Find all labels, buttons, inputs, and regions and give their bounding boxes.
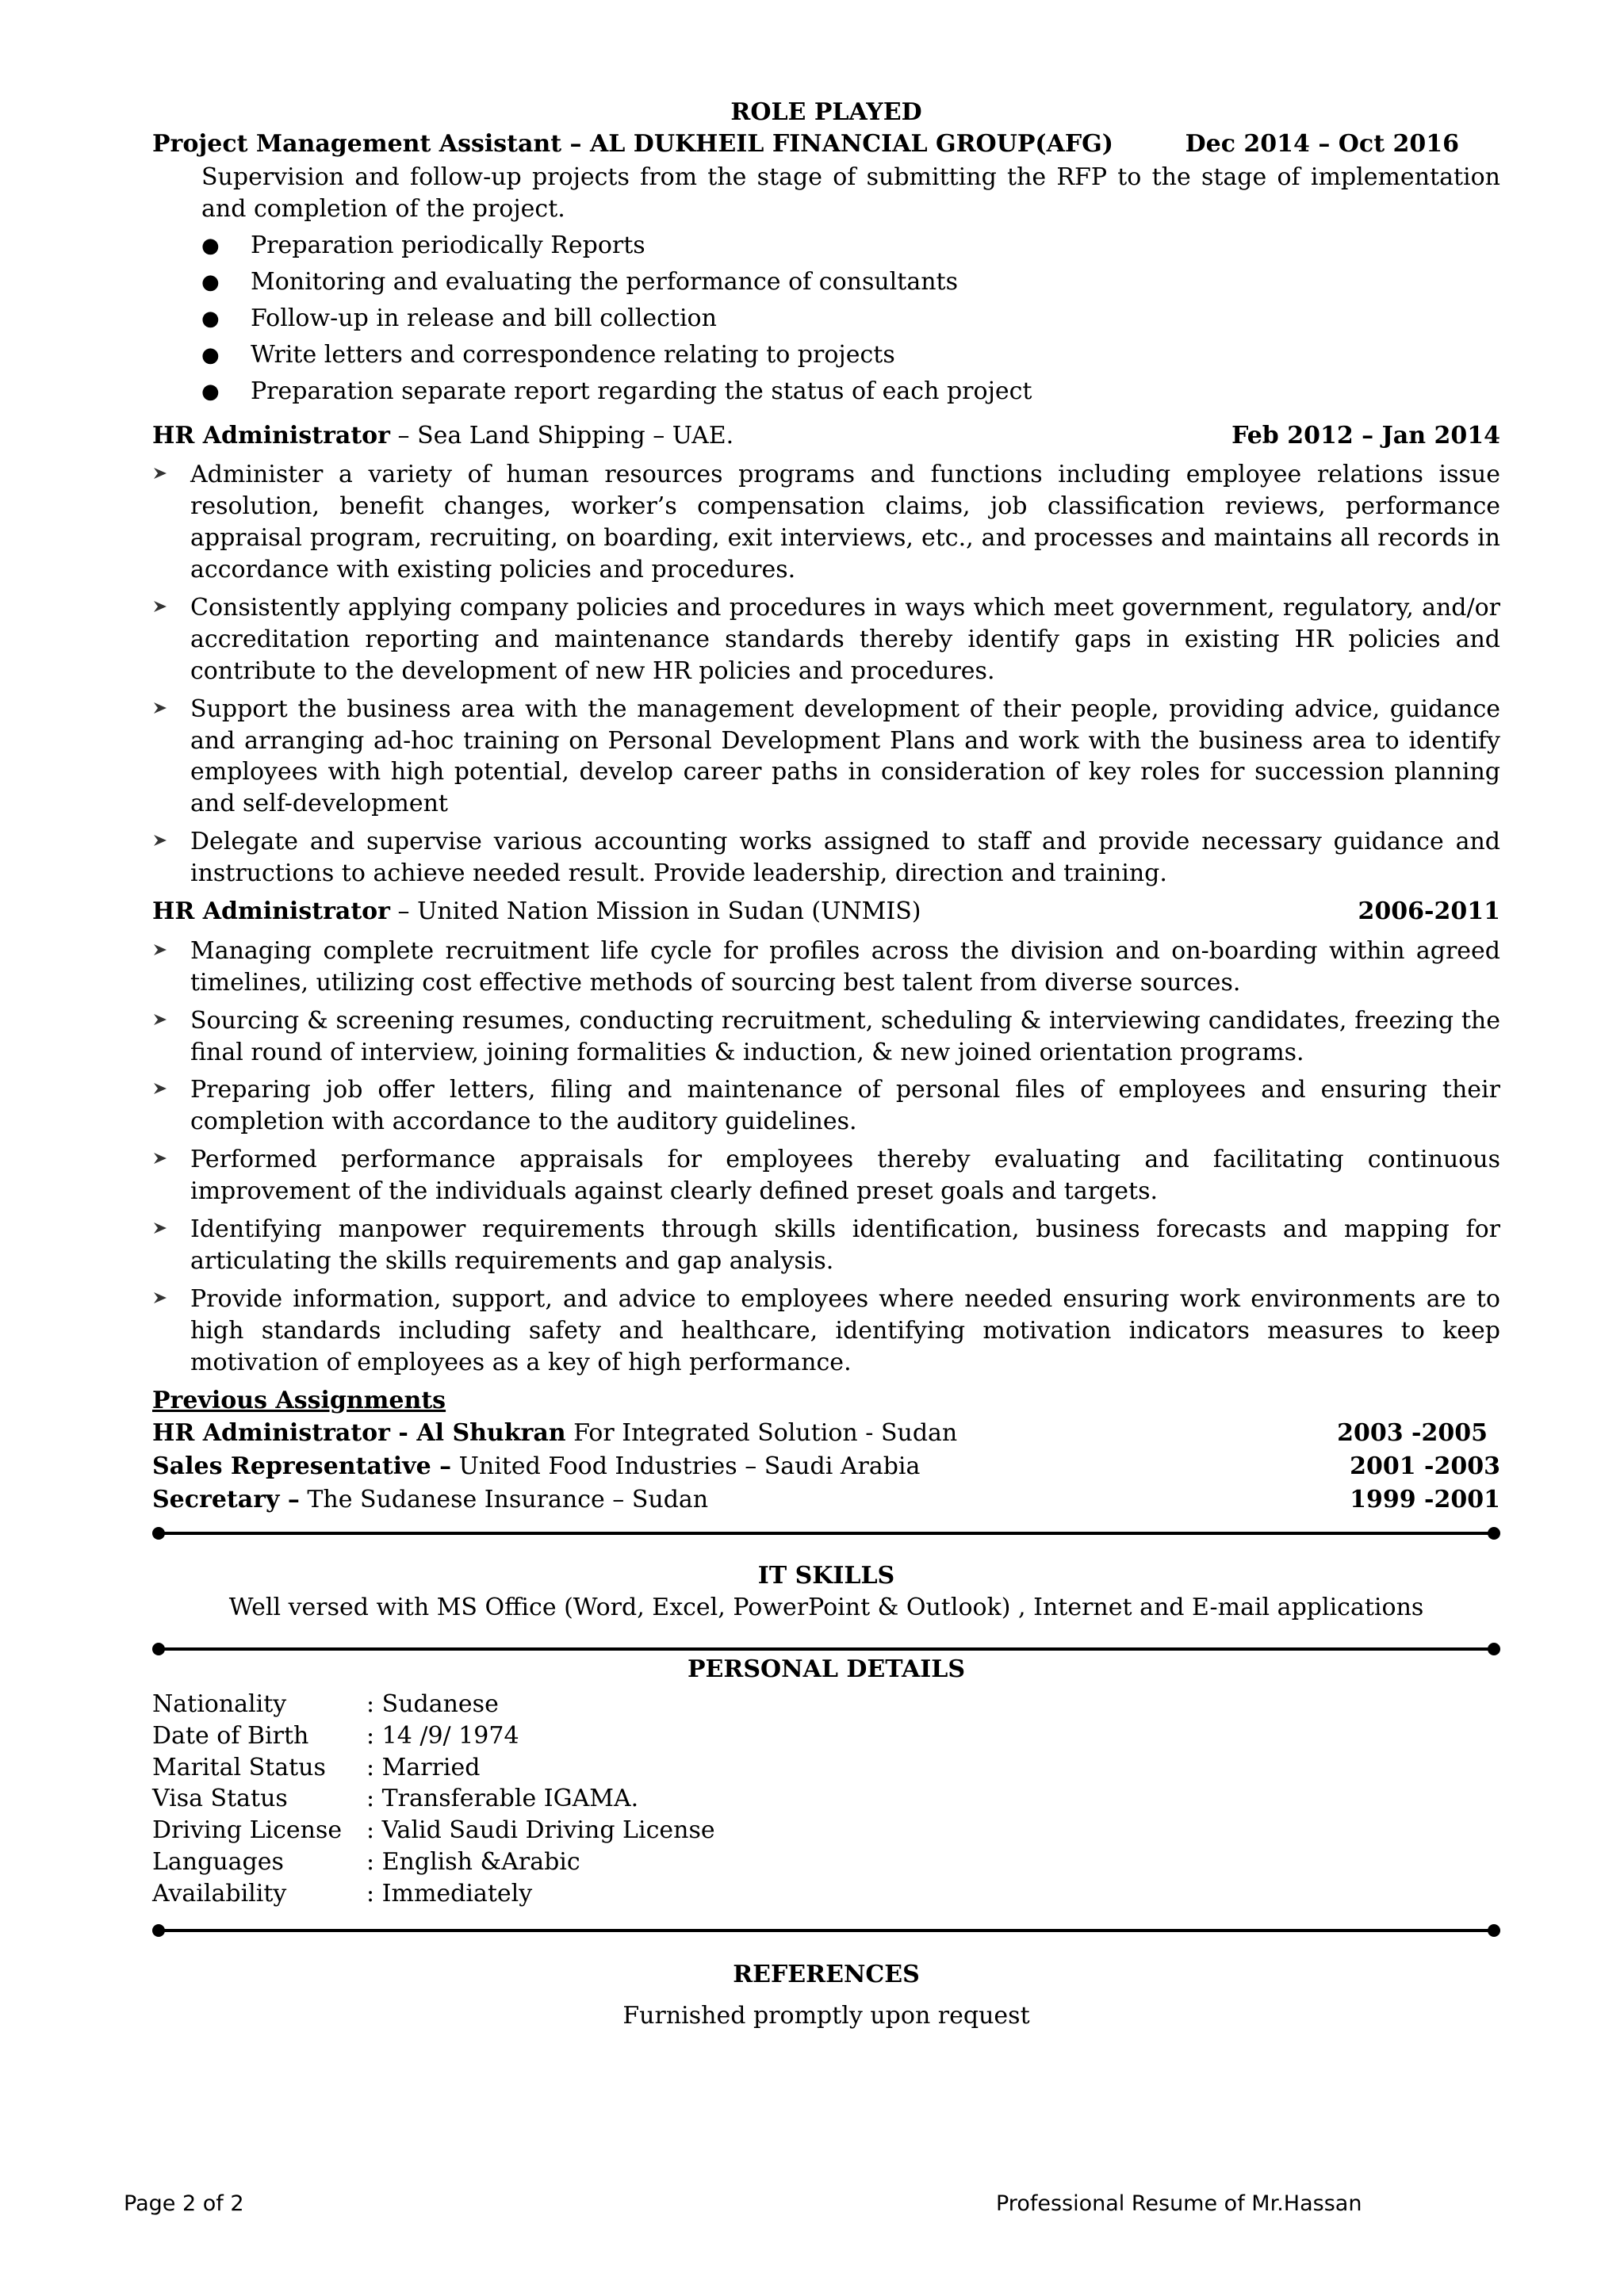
- previous-assignments-title: Previous Assignments: [152, 1386, 446, 1414]
- list-item: Sourcing & screening resumes, conducting recruitment, scheduling & interviewing candidates, freezing the final round of interview, joining formalities & induction, & new joined orientation programs.: [152, 1005, 1500, 1069]
- arrow-bullet-icon: [152, 694, 190, 716]
- list-item: Managing complete recruitment life cycle for profiles across the division and on-boarding within agreed timelines, utilizing cost effective methods of sourcing best talent from diverse sources.: [152, 936, 1500, 999]
- role1-dates: Dec 2014 – Oct 2016: [1185, 129, 1459, 158]
- arrow-bullet-icon: [152, 1005, 190, 1027]
- detail-row: Marital Status : Married: [152, 1753, 481, 1781]
- role3-org: – United Nation Mission in Sudan (UNMIS): [397, 897, 921, 926]
- detail-row: Languages : English &Arabic: [152, 1848, 580, 1877]
- detail-row: Date of Birth : 14 /9/ 1974: [152, 1721, 519, 1750]
- footer-page-number: Page 2 of 2: [124, 2191, 244, 2216]
- list-item: Preparing job offer letters, filing and maintenance of personal files of employees and ensuring their completion with accordance to the auditory guidelines.: [152, 1074, 1500, 1138]
- arrow-bullet-icon: [152, 826, 190, 848]
- list-item: Consistently applying company policies and procedures in ways which meet government, regulatory, and/or accreditation reporting and maintenance standards thereby identify gaps in existing HR policies and contribute to the development of new HR policies and procedures.: [152, 592, 1500, 687]
- role2-header: [152, 420, 1500, 452]
- previous-assignment-row: Secretary – The Sudanese Insurance – Sudan 1999 -2001: [152, 1486, 1500, 1514]
- previous-assignment-row: Sales Representative – United Food Industries – Saudi Arabia 2001 -2003: [152, 1452, 1500, 1481]
- bullet-dot-icon: ●: [201, 270, 220, 294]
- section-title-role-played: ROLE PLAYED: [730, 98, 922, 126]
- role3-title: HR Administrator: [152, 897, 390, 926]
- role1-bullet-list: [152, 230, 1500, 408]
- list-item: ● Monitoring and evaluating the performance of consultants: [201, 266, 1500, 298]
- bullet-dot-icon: ●: [201, 233, 220, 258]
- bullet-dot-icon: ●: [201, 342, 220, 367]
- list-item: Performed performance appraisals for employees thereby evaluating and facilitating continuous improvement of the individuals against clearly defined preset goals and targets.: [152, 1144, 1500, 1207]
- role2-bullet-list: [152, 459, 1500, 890]
- arrow-bullet-icon: [152, 936, 190, 958]
- footer-title: Professional Resume of Mr.Hassan: [996, 2191, 1362, 2216]
- arrow-bullet-icon: [152, 1284, 190, 1306]
- role1-title: Project Management Assistant – AL DUKHEIL FINANCIAL GROUP(AFG): [152, 129, 1113, 158]
- list-item: Provide information, support, and advice to employees where needed ensuring work environments are to high standards including safety and healthcare, identifying motivation indicators measures to keep motivation of employees as a key of high performance.: [152, 1284, 1500, 1379]
- role3-bullet-list: [152, 936, 1500, 1379]
- resume-page: [152, 97, 1500, 2032]
- personal-details-list: [152, 1689, 1500, 1910]
- bullet-dot-icon: ●: [201, 379, 220, 404]
- role1-header: [152, 128, 1500, 160]
- detail-row: Availability : Immediately: [152, 1880, 533, 1908]
- list-item: ● Write letters and correspondence relating to projects: [201, 339, 1500, 371]
- references-title: REFERENCES: [733, 1960, 920, 1988]
- arrow-bullet-icon: [152, 1214, 190, 1236]
- arrow-bullet-icon: [152, 1074, 190, 1096]
- it-skills-title: IT SKILLS: [757, 1562, 895, 1590]
- role3-dates: 2006-2011: [1358, 897, 1500, 926]
- section-divider: [152, 1921, 1500, 1940]
- role1-intro: Supervision and follow-up projects from the stage of submitting the RFP to the stage of implementation and completion of the project.: [201, 163, 1500, 223]
- list-item: Identifying manpower requirements through skills identification, business forecasts and mapping for articulating the skills requirements and gap analysis.: [152, 1214, 1500, 1277]
- detail-row: Visa Status : Transferable IGAMA.: [152, 1785, 639, 1813]
- list-item: Delegate and supervise various accounting works assigned to staff and provide necessary guidance and instructions to achieve needed result. Provide leadership, direction and training.: [152, 826, 1500, 890]
- arrow-bullet-icon: [152, 1144, 190, 1166]
- role3-header: [152, 896, 1500, 928]
- section-divider: [152, 1640, 1500, 1659]
- section-divider: [152, 1524, 1500, 1543]
- list-item: Administer a variety of human resources programs and functions including employee relations issue resolution, benefit changes, worker’s compensation claims, job classification reviews, performance appraisal program, recruiting, on boarding, exit interviews, etc., and processes and maintains all records in accordance with existing policies and procedures.: [152, 459, 1500, 586]
- personal-details-title: PERSONAL DETAILS: [687, 1655, 966, 1683]
- previous-assignment-row: HR Administrator - Al Shukran For Integrated Solution - Sudan 2003 -2005: [152, 1419, 1488, 1448]
- it-skills-text: Well versed with MS Office (Word, Excel, PowerPoint & Outlook) , Internet and E-mail applications: [228, 1593, 1424, 1621]
- detail-row: Driving License : Valid Saudi Driving License: [152, 1816, 715, 1845]
- list-item: ● Follow-up in release and bill collection: [201, 303, 1500, 335]
- detail-row: Nationality : Sudanese: [152, 1689, 499, 1718]
- list-item: Support the business area with the management development of their people, providing advice, guidance and arranging ad-hoc training on Personal Development Plans and work with the business area to identify employees with high potential, develop career paths in consideration of key roles for succession planning and self-development: [152, 694, 1500, 821]
- references-text: Furnished promptly upon request: [622, 2001, 1030, 2030]
- arrow-bullet-icon: [152, 459, 190, 481]
- list-item: ● Preparation separate report regarding the status of each project: [201, 376, 1500, 408]
- arrow-bullet-icon: [152, 592, 190, 614]
- role2-org: – Sea Land Shipping – UAE.: [397, 421, 734, 450]
- bullet-dot-icon: ●: [201, 306, 220, 331]
- list-item: ● Preparation periodically Reports: [201, 230, 1500, 262]
- role2-dates: Feb 2012 – Jan 2014: [1231, 421, 1500, 450]
- role2-title: HR Administrator: [152, 421, 390, 450]
